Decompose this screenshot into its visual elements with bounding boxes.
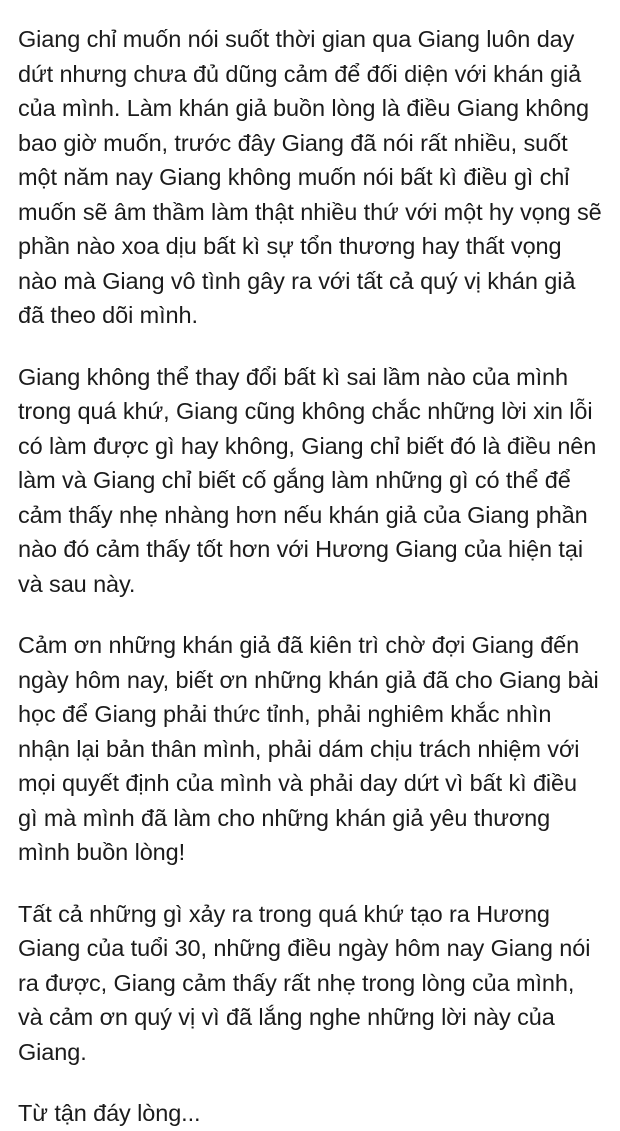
statement-paragraph-1: Giang chỉ muốn nói suốt thời gian qua Giang luôn day dứt nhưng chưa đủ dũng cảm để đối diện với khán giả của mình. Làm khán giả buồn lòng là điều Giang không bao giờ muốn, trước đây Giang đã nói rất nhiều, suốt một năm nay Giang không muốn nói bất kì điều gì chỉ muốn sẽ âm thầm làm thật nhiều thứ với một hy vọng sẽ phần nào xoa dịu bất kì sự tổn thương hay thất vọng nào mà Giang vô tình gây ra với tất cả quý vị khán giả đã theo dõi mình. bbox=[18, 26, 609, 328]
statement-paragraph-3: Cảm ơn những khán giả đã kiên trì chờ đợi Giang đến ngày hôm nay, biết ơn những khán giả đã cho Giang bài học để Giang phải thức tỉnh, phải nghiêm khắc nhìn nhận lại bản thân mình, phải dám chịu trách nhiệm với mọi quyết định của mình và phải day dứt vì bất kì điều gì mà mình đã làm cho những khán giả yêu thương mình buồn lòng! bbox=[18, 632, 606, 865]
statement-body bbox=[18, 22, 609, 1131]
statement-paragraph-2: Giang không thể thay đổi bất kì sai lầm nào của mình trong quá khứ, Giang cũng không chắc những lời xin lỗi có làm được gì hay không, Giang chỉ biết đó là điều nên làm và Giang chỉ biết cố gắng làm những gì có thể để cảm thấy nhẹ nhàng hơn nếu khán giả của Giang phần nào đó cảm thấy tốt hơn với Hương Giang của hiện tại và sau này. bbox=[18, 363, 603, 597]
statement-paragraph-4: Tất cả những gì xảy ra trong quá khứ tạo ra Hương Giang của tuổi 30, những điều ngày hôm nay Giang nói ra được, Giang cảm thấy rất nhẹ trong lòng của mình, và cảm ơn quý vị vì đã lắng nghe những lời này của Giang. bbox=[18, 900, 597, 1065]
statement-closing-line: Từ tận đáy lòng... bbox=[18, 1100, 201, 1126]
